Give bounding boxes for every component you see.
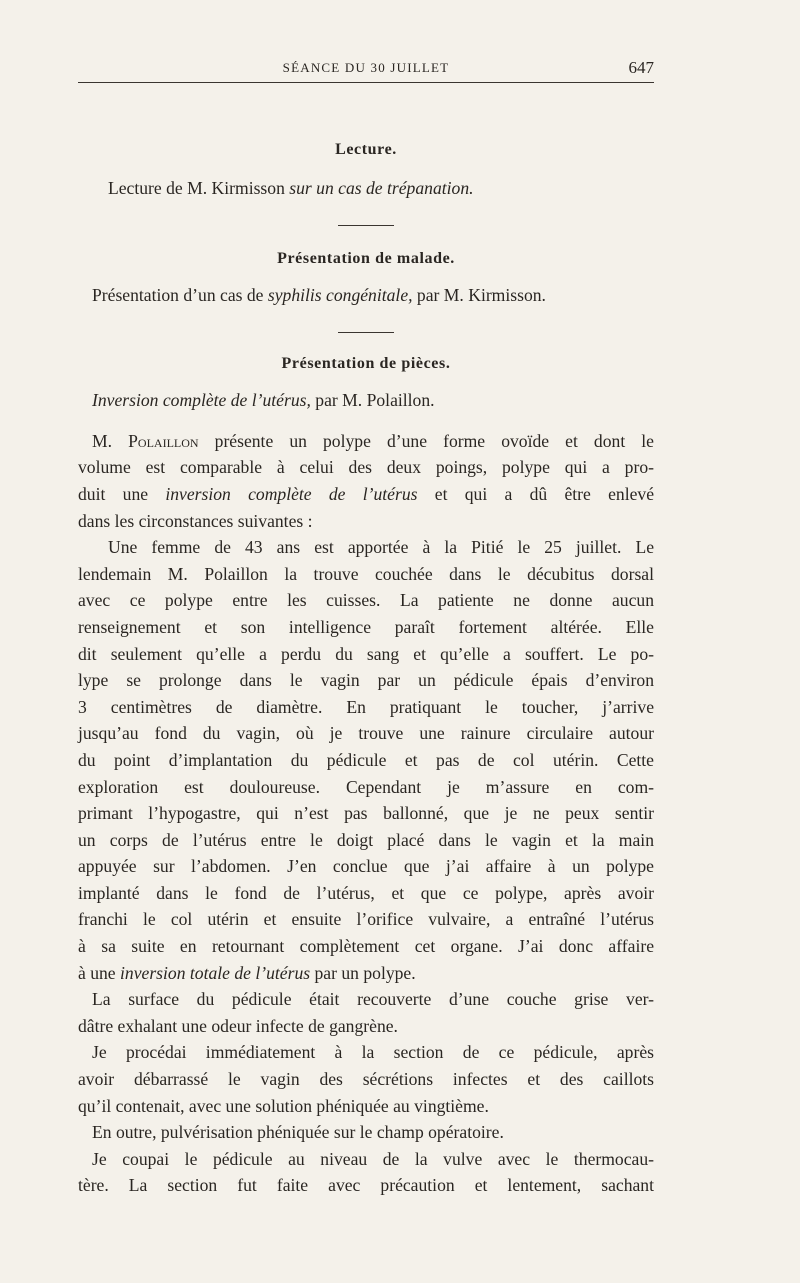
text-line: Une femme de 43 ans est apportée à la Pitié le 25 juillet. Le [108,537,654,558]
text-line: à sa suite en retournant complètement cet organe. J’ai donc affaire [78,936,654,957]
text-line: volume est comparable à celui des deux poings, polype qui a pro- [78,457,654,478]
text-line: franchi le col utérin et ensuite l’orifice vulvaire, a entraîné l’utérus [78,909,654,930]
heading-presentation-malade: Présentation de malade. [277,249,455,267]
text-line: lendemain M. Polaillon la trouve couchée dans le décubitus dorsal [78,563,654,584]
text-line: lype se prolonge dans le vagin par un pédicule épais d’environ [78,670,654,691]
paragraph-3 [78,986,654,1039]
heading-presentation-pieces: Présentation de pièces. [281,355,451,373]
text-line: En outre, pulvérisation phéniquée sur le champ opératoire. [92,1122,504,1143]
pieces-author: par M. Polaillon. [310,390,435,411]
section-divider [338,225,394,226]
text-line: duit une inversion complète de l’utérus et qui a dû être enlevé [78,483,654,504]
text-line: Je procédai immédiatement à la section de ce pédicule, après [92,1042,654,1063]
text-line: implanté dans le fond de l’utérus, et que ce polype, après avoir [78,882,654,903]
text-line: jusqu’au fond du vagin, où je trouve une rainure circulaire autour [78,723,654,744]
section-divider [338,332,394,333]
text-line: à une inversion totale de l’utérus par un polype. [78,962,416,983]
lecture-line [78,175,654,202]
pieces-title-line [78,387,654,414]
lecture-text: Lecture de M. Kirmisson [108,178,290,198]
page-number: 647 [628,58,654,77]
lecture-title: sur un cas de trépanation. [289,178,474,198]
paragraph-5 [78,1119,654,1146]
text-line: dâtre exhalant une odeur infecte de gangrène. [78,1015,398,1036]
text-line: qu’il contenait, avec une solution phéniquée au vingtième. [78,1095,489,1116]
malade-text: Présentation d’un cas de [92,284,268,305]
text-line: avoir débarrassé le vagin des sécrétions infectes et des caillots [78,1069,654,1090]
text-line: avec ce polype entre les cuisses. La patiente ne donne aucun [78,590,654,611]
text-line: dit seulement qu’elle a perdu du sang et qu’elle a souffert. Le po- [78,643,654,664]
text-line: tère. La section fut faite avec précaution et lentement, sachant [78,1175,654,1196]
author-name: Polaillon [128,430,199,451]
text-line: M. Polaillon présente un polype d’une forme ovoïde et dont le [92,430,654,451]
text-line: primant l’hypogastre, qui n’est pas ballonné, que je ne peux sentir [78,803,654,824]
running-title: SÉANCE DU 30 JUILLET [282,60,450,75]
text-line: Je coupai le pédicule au niveau de la vulve avec le thermocau- [92,1148,654,1169]
text-line: renseignement et son intelligence paraît fortement altérée. Elle [78,616,654,637]
text-line: La surface du pédicule était recouverte d’une couche grise ver- [92,989,654,1010]
pieces-title: Inversion complète de l’utérus, [92,390,311,411]
text-line: exploration est douloureuse. Cependant je m’assure en com- [78,776,654,797]
malade-line [78,282,654,309]
text-line: dans les circonstances suivantes : [78,510,313,531]
running-head [78,52,654,83]
malade-title: syphilis congénitale, [267,284,413,305]
text-line: appuyée sur l’abdomen. J’en conclue que j’ai affaire à un polype [78,856,654,877]
text-line: du point d’implantation du pédicule et pas de col utérin. Cette [78,749,654,770]
paragraph-6 [78,1146,654,1199]
paragraph-4 [78,1039,654,1119]
text-line: 3 centimètres de diamètre. En pratiquant le toucher, j’arrive [78,696,654,717]
malade-author: par M. Kirmisson. [412,284,546,305]
page [78,52,654,1199]
paragraph-2 [78,534,654,986]
paragraph-1 [78,428,654,534]
heading-lecture: Lecture. [335,141,397,158]
text-line: un corps de l’utérus entre le doigt placé dans le vagin et la main [78,829,654,850]
